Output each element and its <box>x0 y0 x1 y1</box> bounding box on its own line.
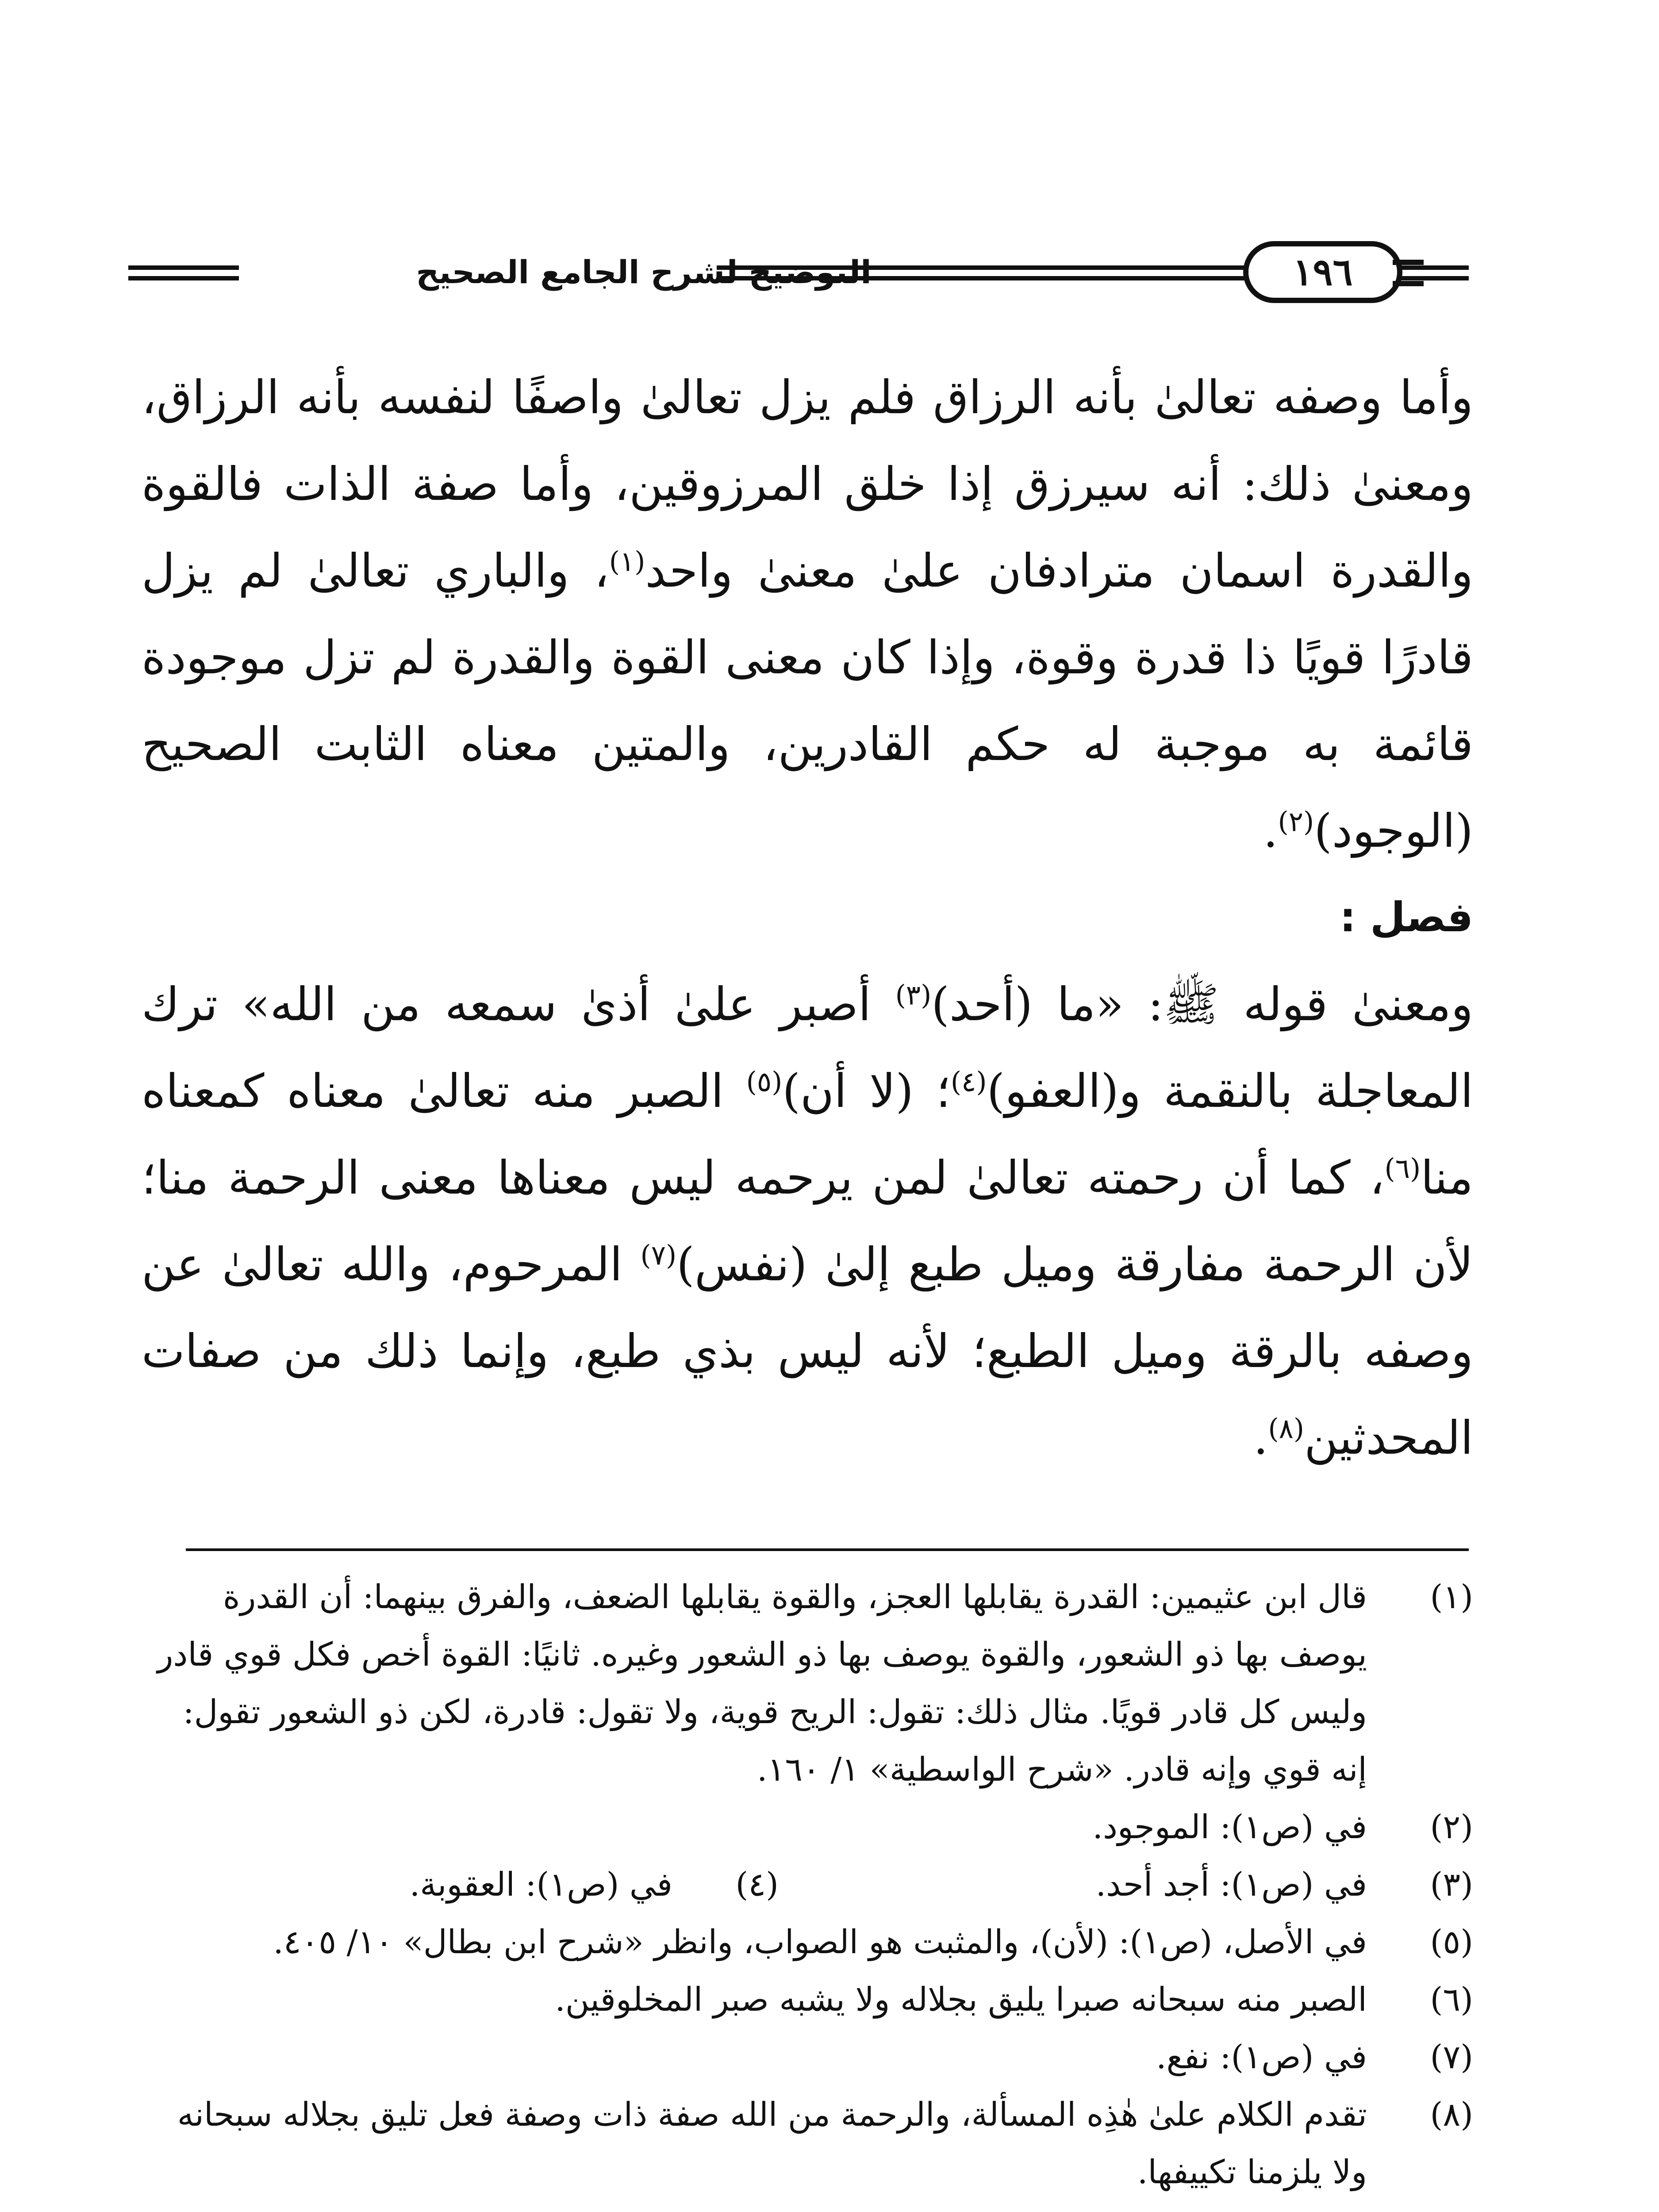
footnote <box>142 1568 1473 1798</box>
footnote-number: (٢) <box>1430 1808 1473 1846</box>
footnote-number: (٤) <box>735 1866 779 1904</box>
page-number: ١٩٦ <box>1243 241 1402 303</box>
footnote-ref[interactable]: (٤) <box>950 1065 987 1098</box>
text-run: ؛ (لا أن) <box>782 1064 951 1118</box>
text-run: . <box>1263 804 1278 858</box>
footnote-text: في الأصل، (ص١): (لأن)، والمثبت هو الصواب، وانظر «شرح ابن بطال» ١٠/ ٤٠٥. <box>273 1923 1367 1961</box>
book-title: التوضيح لشرح الجامع الصحيح <box>416 253 872 291</box>
footnote <box>142 1856 779 1913</box>
text-run: ، كما أن رحمته تعالىٰ لمن يرحمه ليس معناها معنى الرحمة منا؛ لأن الرحمة مفارقة وميل طبع إلىٰ (نفس) <box>142 1151 1474 1291</box>
footnote-text: تقدم الكلام علىٰ هٰذِه المسألة، والرحمة من الله صفة ذات وصفة فعل تليق بجلاله سبحانه ولا يلزمنا تكييفها. <box>177 2096 1367 2191</box>
footnote-ref[interactable]: (٧) <box>640 1239 677 1271</box>
running-header <box>128 239 1469 305</box>
main-text <box>142 354 1473 1481</box>
text-run: الصبر منه تعالىٰ معناه كمعناه منا <box>142 1064 1473 1205</box>
footnote-ref[interactable]: (٦) <box>1384 1152 1421 1185</box>
footnote <box>142 1971 1473 2028</box>
footnote-text: في (ص١): الموجود. <box>1092 1808 1367 1846</box>
footnote-text: قال ابن عثيمين: القدرة يقابلها العجز، والقوة يقابلها الضعف، والفرق بينهما: أن القدرة يوصف بها ذو الشعور، والقوة يوصف بها ذو الشعور وغيره. ثانيًا: القوة أخص فكل قوي قادر وليس كل قادر قويًا. مثال ذلك: تقول: الريح قوية، ولا تقول: قادرة، لكن ذو الشعور تقول: إنه قوي وإنه قادر. «شرح الواسطية» ١/ ١٦٠. <box>157 1578 1367 1789</box>
footnotes <box>142 1568 1473 2201</box>
footnote-ref[interactable]: (٥) <box>746 1065 783 1098</box>
footnote-number: (١) <box>1430 1578 1473 1616</box>
footnote-ref[interactable]: (١) <box>609 545 645 578</box>
footnote-ref[interactable]: (٣) <box>895 979 932 1011</box>
footnote-number: (٧) <box>1430 2038 1473 2076</box>
text-run: المرحوم، والله تعالىٰ عن وصفه بالرقة وميل الطبع؛ لأنه ليس بذي طبع، وإنما ذلك من صفات المحدثين <box>142 1237 1474 1465</box>
header-rule-left <box>128 265 239 280</box>
footnote-ref[interactable]: (٢) <box>1278 805 1314 838</box>
footnote-number: (٣) <box>1430 1866 1473 1904</box>
footnote <box>142 1798 1473 1856</box>
footnote-number: (٨) <box>1430 2096 1473 2134</box>
text-run: ، والباري تعالىٰ لم يزل قادرًا قويًا ذا قدرة وقوة، وإذا كان معنى القوة والقدرة لم تزل موجودة قائمة به موجبة له حكم القادرين، والمتين معناه الثابت الصحيح (الوجود) <box>142 544 1473 858</box>
footnote <box>142 2028 1473 2086</box>
footnote-number: (٦) <box>1430 1981 1473 2019</box>
paragraph <box>142 354 1473 874</box>
footnote-text: في (ص١): نفع. <box>1156 2038 1367 2076</box>
footnote-separator <box>186 1548 1469 1551</box>
section-heading: فصل : <box>1340 894 1473 941</box>
footnote <box>779 1856 1473 1913</box>
paragraph <box>142 961 1473 1481</box>
text-run: ومعنىٰ قوله ﷺ: «ما (أحد) <box>931 977 1474 1031</box>
footnote <box>142 1913 1473 1971</box>
footnote-text: في (ص١): أجد أحد. <box>1095 1866 1367 1904</box>
footnote-text: في (ص١): العقوبة. <box>409 1866 672 1904</box>
footnote <box>142 2086 1473 2201</box>
footnote-text: الصبر منه سبحانه صبرا يليق بجلاله ولا يشبه صبر المخلوقين. <box>555 1981 1367 2019</box>
text-run: أصبر علىٰ أذىٰ سمعه من الله» ترك المعاجلة بالنقمة و(العفو) <box>142 977 1473 1118</box>
footnote-row <box>142 1856 1473 1913</box>
footnote-ref[interactable]: (٨) <box>1268 1412 1305 1445</box>
text-run: . <box>1253 1411 1268 1465</box>
text-run: وأما وصفه تعالىٰ بأنه الرزاق فلم يزل تعالىٰ واصفًا لنفسه بأنه الرزاق، ومعنىٰ ذلك: أنه سيرزق إذا خلق المرزوقين، وأما صفة الذات فالقوة والقدرة اسمان مترادفان علىٰ معنىٰ واحد <box>142 370 1473 598</box>
footnote-number: (٥) <box>1430 1923 1473 1961</box>
